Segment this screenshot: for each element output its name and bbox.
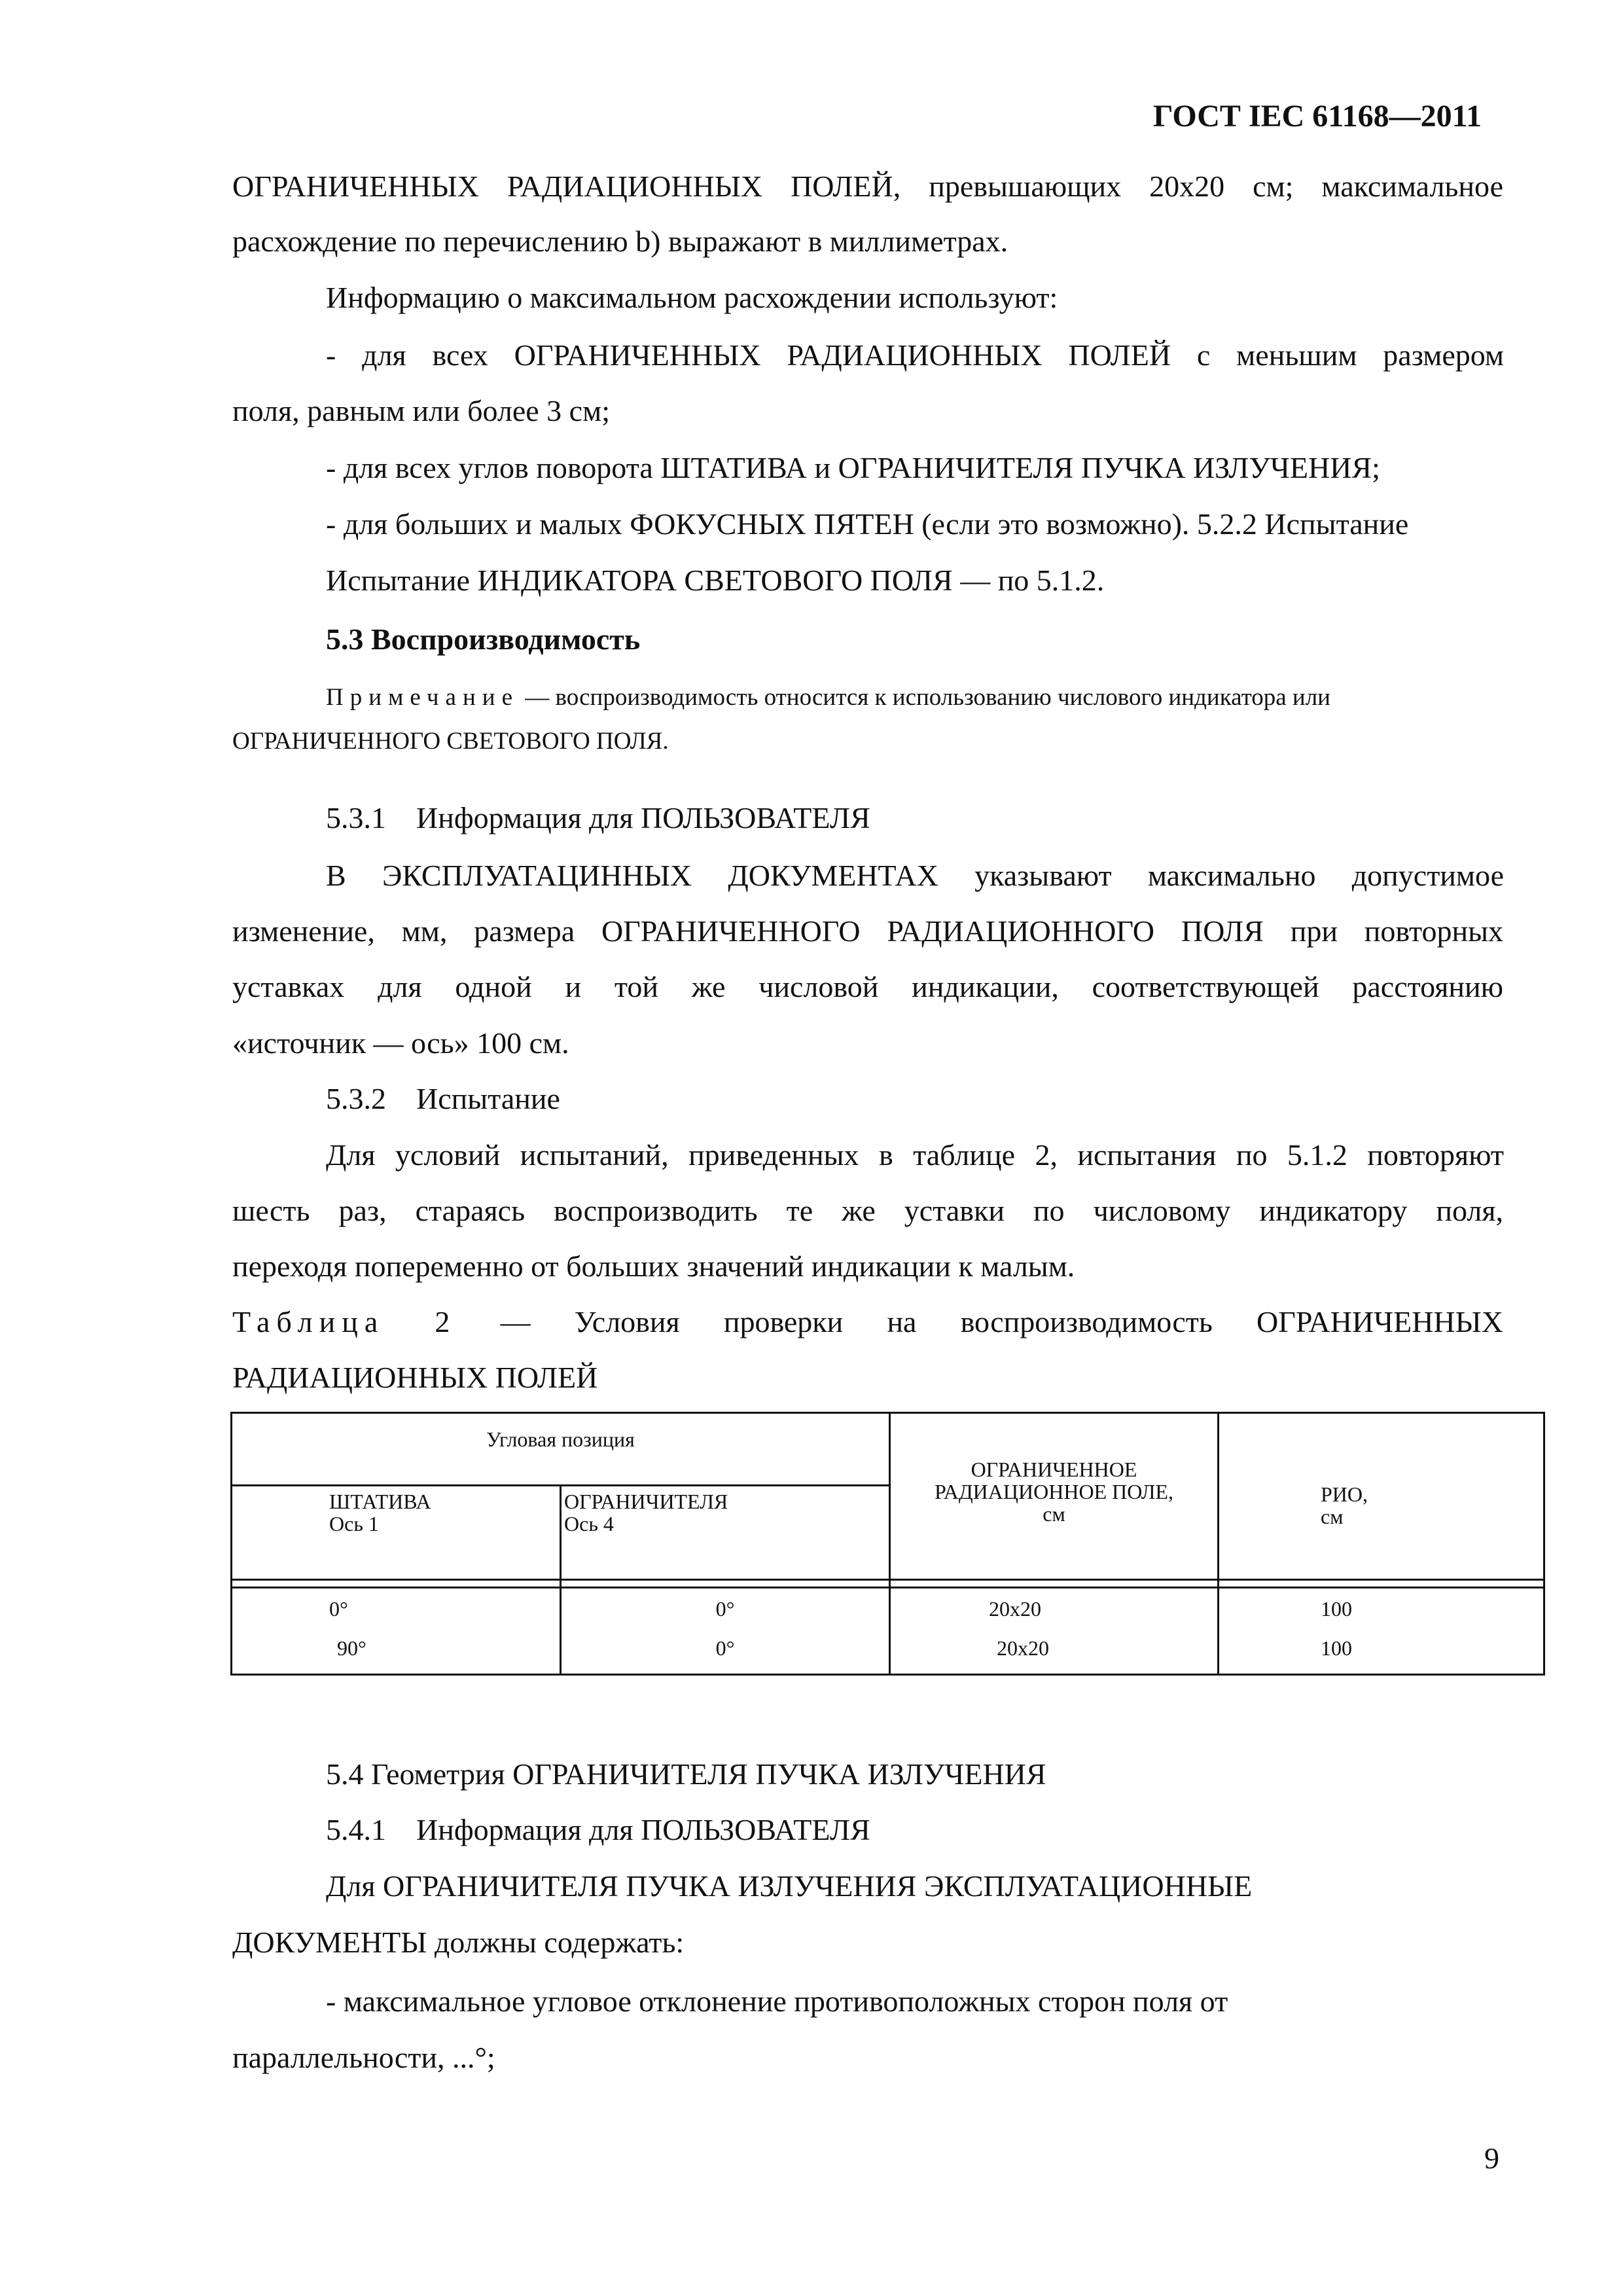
subsection-heading: 5.3.1 Информация для ПОЛЬЗОВАТЕЛЯ <box>326 801 870 834</box>
data-table <box>230 1412 1545 1676</box>
body-text-line: ДОКУМЕНТЫ должны содержать: <box>232 1926 685 1959</box>
table-caption-text: — Условия проверки на воспроизводимость ОГРАНИЧЕННЫХ <box>456 1305 1503 1338</box>
list-item-line: - для всех углов поворота ШТАТИВА и ОГРАНИЧИТЕЛЯ ПУЧКА ИЗЛУЧЕНИЯ; <box>326 451 1380 484</box>
table-header-text: см <box>1321 1505 1344 1528</box>
table-caption-label: Таблица 2 <box>232 1305 457 1338</box>
table-header-text: ОГРАНИЧИТЕЛЯ <box>564 1490 728 1513</box>
table-spacer-cell <box>1219 1580 1544 1588</box>
table-cell: 0° <box>561 1588 890 1634</box>
note-line: ОГРАНИЧЕННОГО СВЕТОВОГО ПОЛЯ. <box>232 728 669 755</box>
body-text-line: Информацию о максимальном расхождении используют: <box>326 281 1058 314</box>
table-spacer-cell <box>232 1580 561 1588</box>
body-text-line: ОГРАНИЧЕННЫХ РАДИАЦИОННЫХ ПОЛЕЙ, превышающих 20х20 см; максимальное <box>232 170 1503 203</box>
body-text-line: переходя попеременно от больших значений индикации к малым. <box>232 1249 1075 1283</box>
body-text-line: шесть раз, стараясь воспроизводить те же уставки по числовому индикатору поля, <box>232 1194 1503 1227</box>
table-spacer-cell <box>890 1580 1219 1588</box>
table-header-text: ОГРАНИЧЕННОЕ <box>971 1458 1137 1481</box>
table-group-header: Угловая позиция <box>232 1413 890 1486</box>
table-cell: 100 <box>1219 1588 1544 1634</box>
subsection-heading: 5.4.1 Информация для ПОЛЬЗОВАТЕЛЯ <box>326 1813 870 1846</box>
section-heading: 5.4 Геометрия ОГРАНИЧИТЕЛЯ ПУЧКА ИЗЛУЧЕНИЯ <box>326 1757 1046 1791</box>
table-header-cell <box>232 1486 561 1580</box>
body-text-line: Испытание ИНДИКАТОРА СВЕТОВОГО ПОЛЯ — по 5.1.2. <box>326 564 1105 597</box>
table-spacer-cell <box>561 1580 890 1588</box>
note-label: Примечание <box>326 684 519 711</box>
table-caption: РАДИАЦИОННЫХ ПОЛЕЙ <box>232 1361 598 1394</box>
body-text-line: Для условий испытаний, приведенных в таблице 2, испытания по 5.1.2 повторяют <box>326 1138 1504 1172</box>
table-header-cell <box>561 1486 890 1580</box>
table-row <box>232 1633 1544 1675</box>
list-item-line: - максимальное угловое отклонение противоположных сторон поля от <box>326 1984 1228 2018</box>
page-number: 9 <box>1484 2142 1499 2175</box>
table-header-cell <box>1219 1413 1544 1580</box>
list-item-line: - для всех ОГРАНИЧЕННЫХ РАДИАЦИОННЫХ ПОЛЕЙ с меньшим размером <box>326 338 1504 372</box>
table-header-cell <box>890 1413 1219 1580</box>
body-text-line: расхождение по перечислению b) выражают в миллиметрах. <box>232 224 1008 258</box>
table-header-text: РАДИАЦИОННОЕ ПОЛЕ, <box>935 1480 1173 1503</box>
list-item-line: параллельности, ...°; <box>232 2041 495 2074</box>
table-cell: 20х20 <box>890 1588 1219 1634</box>
table-cell: 0° <box>561 1633 890 1675</box>
list-item-line: поля, равным или более 3 см; <box>232 394 610 427</box>
table-header-text: см <box>1043 1502 1065 1526</box>
body-text-line: изменение, мм, размера ОГРАНИЧЕННОГО РАДИАЦИОННОГО ПОЛЯ при повторных <box>232 914 1503 948</box>
body-text-line: В ЭКСПЛУАТАЦИННЫХ ДОКУМЕНТАХ указывают максимально допустимое <box>326 859 1504 892</box>
table-header-text: Ось 1 <box>329 1512 379 1535</box>
table-header-text: РИО, <box>1321 1482 1368 1506</box>
table-header-text: ШТАТИВА <box>329 1490 431 1513</box>
table-header-text: Ось 4 <box>564 1512 614 1535</box>
document-id-header: ГОСТ IEC 61168—2011 <box>1153 99 1482 134</box>
list-item-line: - для больших и малых ФОКУСНЫХ ПЯТЕН (если это возможно). 5.2.2 Испытание <box>326 507 1409 541</box>
body-text-line: уставках для одной и той же числовой индикации, соответствующей расстоянию <box>232 970 1503 1003</box>
section-heading: 5.3 Воспроизводимость <box>326 622 641 656</box>
body-text-line: «источник — ось» 100 см. <box>232 1026 569 1060</box>
body-text-line: Для ОГРАНИЧИТЕЛЯ ПУЧКА ИЗЛУЧЕНИЯ ЭКСПЛУАТАЦИОННЫЕ <box>326 1869 1253 1903</box>
note-text: — воспроизводимость относится к использованию числового индикатора или <box>519 684 1330 711</box>
table-cell: 90° <box>232 1633 561 1675</box>
table-cell: 20х20 <box>890 1633 1219 1675</box>
table-cell: 100 <box>1219 1633 1544 1675</box>
note-line <box>326 683 1330 713</box>
table-caption <box>232 1304 1503 1340</box>
table-row <box>232 1588 1544 1634</box>
table-cell: 0° <box>232 1588 561 1634</box>
subsection-heading: 5.3.2 Испытание <box>326 1082 560 1115</box>
